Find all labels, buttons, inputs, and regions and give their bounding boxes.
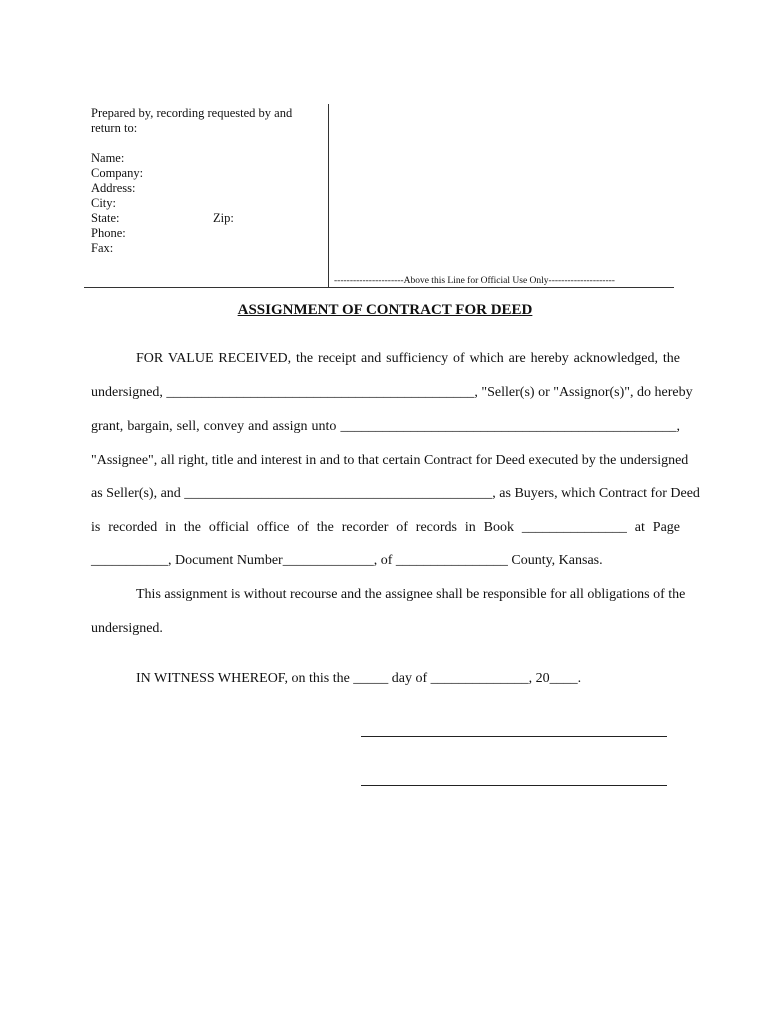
body-line-2: undersigned, ____________________________________________, "Seller(s) or "Assignor(s)", do hereby	[91, 385, 693, 400]
document-title: ASSIGNMENT OF CONTRACT FOR DEED	[237, 302, 533, 318]
prepared-by-line2: return to:	[91, 121, 138, 135]
body-line-7: ___________, Document Number_____________, of ________________ County, Kansas.	[91, 553, 603, 568]
address-label: Address:	[91, 181, 136, 195]
body-line-4: "Assignee", all right, title and interest in and to that certain Contract for Deed executed by the undersigned	[91, 453, 689, 468]
zip-label: Zip:	[213, 211, 234, 225]
state-label: State:	[91, 211, 120, 225]
phone-label: Phone:	[91, 226, 126, 240]
company-label: Company:	[91, 166, 144, 180]
body-line-1: FOR VALUE RECEIVED, the receipt and sufficiency of which are hereby acknowledged, the	[136, 351, 680, 366]
body-line-8: This assignment is without recourse and the assignee shall be responsible for all obligations of the	[136, 587, 686, 602]
header-divider-horizontal	[84, 287, 674, 288]
signature-line-2	[361, 785, 667, 786]
body-line-3: grant, bargain, sell, convey and assign unto ________________________________________________,	[91, 419, 680, 434]
state-row	[91, 211, 321, 226]
prepared-by-line1: Prepared by, recording requested by and	[91, 106, 293, 120]
name-label: Name:	[91, 151, 125, 165]
fax-label: Fax:	[91, 241, 114, 255]
body-line-6: is recorded in the official office of the recorder of records in Book _______________ at Page	[91, 520, 680, 535]
witness-line: IN WITNESS WHEREOF, on this the _____ day of ______________, 20____.	[136, 671, 582, 686]
city-label: City:	[91, 196, 117, 210]
signature-line-1	[361, 736, 667, 737]
return-to-block	[91, 106, 321, 256]
official-use-label: ----------------------Above this Line for Official Use Only---------------------	[334, 276, 615, 286]
body-line-5: as Seller(s), and ____________________________________________, as Buyers, which Contract for Deed	[91, 486, 700, 501]
body-line-9: undersigned.	[91, 621, 163, 636]
header-divider-vertical	[328, 104, 329, 288]
